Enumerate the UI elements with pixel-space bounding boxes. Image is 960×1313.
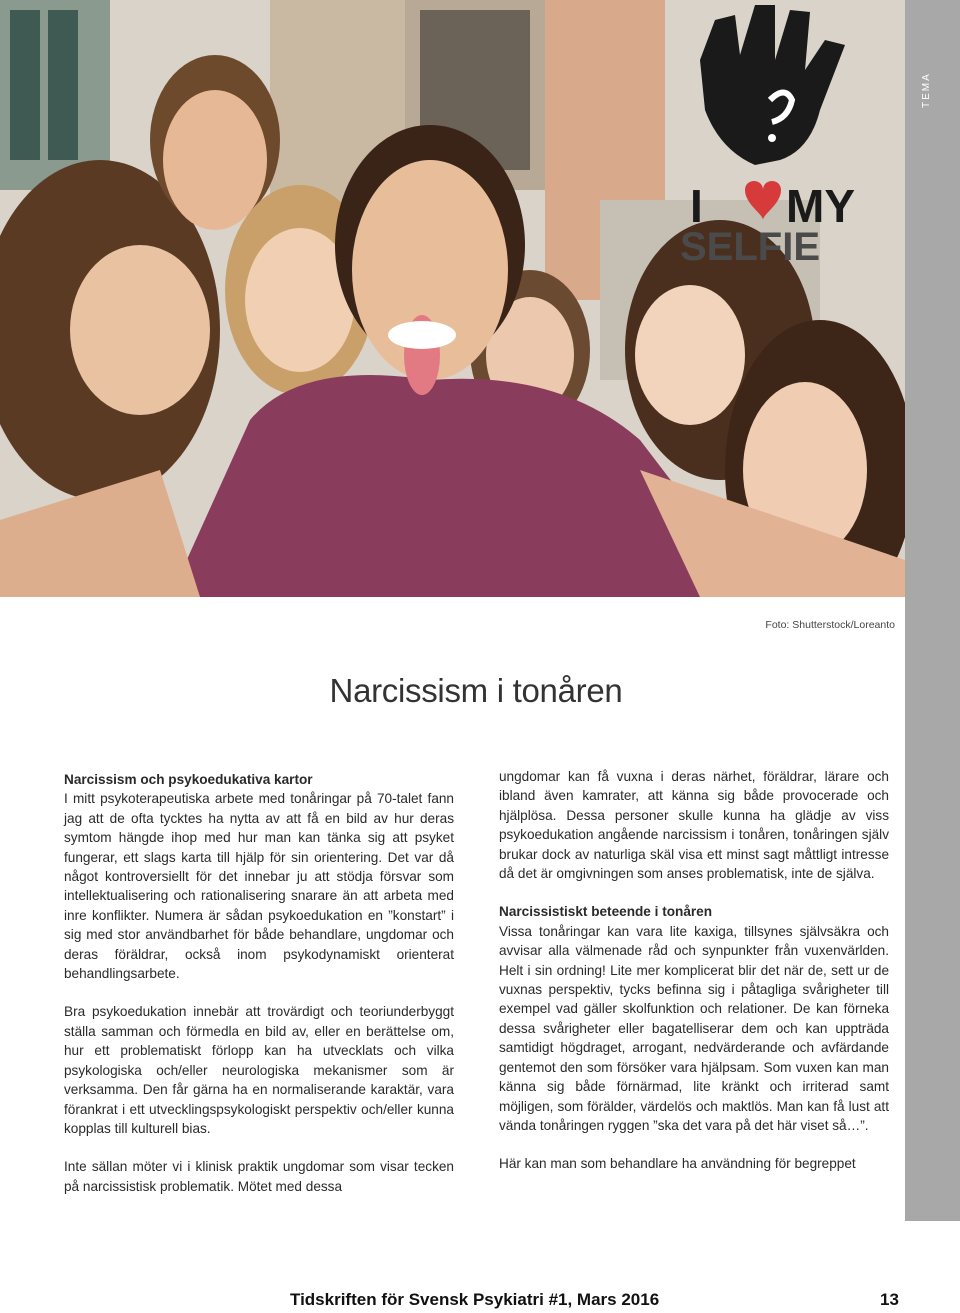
right-column xyxy=(499,767,889,1174)
journal-title: Tidskriften för Svensk Psykiatri #1, Mars 2016 xyxy=(290,1290,660,1309)
logo-i: I xyxy=(690,180,703,232)
left-column-heading: Narcissism och psykoedukativa kartor xyxy=(64,772,313,787)
question-dot-icon xyxy=(768,134,776,142)
side-tab-band xyxy=(905,0,960,1221)
right-column-paragraph-2: Vissa tonåringar kan vara lite kaxiga, tillsynes självsäkra och avvisar alla välmenade råd och synpunkter från vuxenvärlden. Helt i sin ordning! Lite mer komplicerat blir det när de, sett ur de vuxnas perspektiv, tycks befinna sig i påtagliga svårigheter till exempel vad gäller skolfunktion och relationer. De kan förneka dessa svårigheter eller bagatelliserar dem och kan uppträda samtidigt högdraget, arrogant, nedvärderande och avfärdande gentemot den som försöker vara hjälpsam. Som vuxen kan man känna sig både förnärmad, lite kränkt och irriterad samt möjligen, som förälder, värdelös och maktlös. Man kan få lust att vända tonåringen ryggen ”ska det vara på det här viset så…”. xyxy=(499,923,889,1133)
left-column-paragraph-2: Bra psykoedukation innebär att trovärdigt och teoriunderbyggt ställa samman och förmedla en bild av, eller en berättelse om, hur ett problematiskt förlopp kan ha utvecklats och vilka psykologiska och/eller neurologiska mekanismer som är verksamma. Den får gärna ha en normaliserande karaktär, vara förankrat i ett utvecklingspsykologiskt perspektiv och/eller kunna kopplas till kulturell bias. xyxy=(64,1004,454,1136)
heart-icon xyxy=(745,181,781,220)
logo-my: MY xyxy=(786,180,855,232)
left-column-paragraph-1: I mitt psykoterapeutiska arbete med tonåringar på 70-talet fann jag att de ofta tycktes ha nytta av att få en bild av hur deras symtom hängde ihop med hur man kan tänka sig att psyket fungerar, ett slags karta till hjälp för sin orientering. Det var då något kontroversiellt för det innebar ju att stödja försvar som intellektualisering och rationalisering snarare än att arbeta med inre konflikter. Numera är sådan psykoedukation en ”konstart” i sig med stor användbarhet för både behandlare, ungdomar och deras föräldrar, också inom psykodynamiskt orienterat behandlingsarbete. xyxy=(64,791,454,982)
page-footer xyxy=(0,1290,960,1313)
left-column xyxy=(64,770,454,1196)
left-column-paragraph-3: Inte sällan möter vi i klinisk praktik ungdomar som visar tecken på narcissistisk problematik. Mötet med dessa xyxy=(64,1159,454,1194)
page-number: 13 xyxy=(880,1290,899,1309)
right-column-heading: Narcissistiskt beteende i tonåren xyxy=(499,904,713,920)
right-column-paragraph-1: ungdomar kan få vuxna i deras närhet, föräldrar, lärare och ibland även kamrater, att känna sig både provocerade och hjälplösa. Dessa personer skulle kunna ha glädje av viss psykoedukation angående narcissism i tonåren, tonåringen själv brukar dock av naturliga skäl visa ett minst sagt måttligt intresse då det är omgivningen som anses problematisk, inte de själva. xyxy=(499,769,889,882)
photo-credit: Foto: Shutterstock/Loreanto xyxy=(765,619,895,631)
right-column-paragraph-3: Här kan man som behandlare ha användning för begreppet xyxy=(499,1156,856,1172)
article-headline: Narcissism i tonåren xyxy=(329,672,623,709)
side-tab-label: TEMA xyxy=(921,72,932,108)
i-love-my-selfie-logo xyxy=(660,0,920,270)
logo-selfie: SELFIE xyxy=(680,225,821,269)
